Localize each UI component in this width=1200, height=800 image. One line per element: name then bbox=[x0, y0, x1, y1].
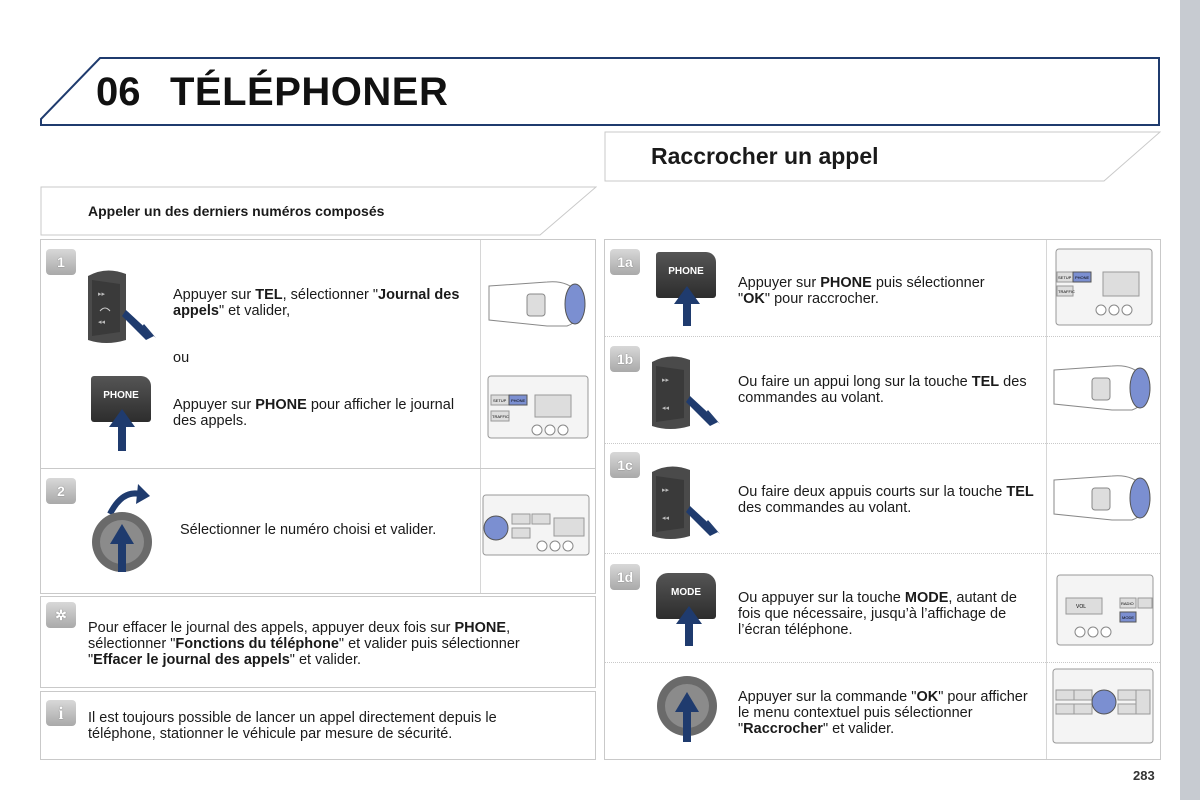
rotary-ok-knob-icon bbox=[92, 484, 162, 576]
step-separator bbox=[605, 553, 1160, 554]
mode-key-icon: MODE bbox=[656, 573, 716, 619]
svg-text:PHONE: PHONE bbox=[1075, 275, 1090, 280]
info-icon: i bbox=[46, 700, 76, 726]
svg-text:▸▸: ▸▸ bbox=[662, 377, 670, 384]
step-1c-instruction: Ou faire deux appuis courts sur la touche TEL des commandes au volant. bbox=[738, 484, 1034, 516]
section-title: Raccrocher un appel bbox=[651, 143, 879, 169]
chapter-title: TÉLÉPHONER bbox=[170, 70, 449, 114]
ok-knob-icon bbox=[655, 674, 719, 744]
svg-text:◂◂: ◂◂ bbox=[662, 515, 670, 522]
svg-text:SETUP: SETUP bbox=[493, 398, 507, 403]
svg-text:MODE: MODE bbox=[1122, 615, 1134, 620]
step-badge: 2 bbox=[46, 478, 76, 504]
panel-divider bbox=[1046, 240, 1047, 759]
page-edge-strip bbox=[1180, 0, 1200, 800]
step2-instruction: Sélectionner le numéro choisi et valider. bbox=[180, 522, 437, 538]
svg-text:TRAFFIC: TRAFFIC bbox=[492, 414, 509, 419]
subsection-title: Appeler un des derniers numéros composés bbox=[88, 203, 385, 219]
radio-mode-illustration bbox=[1056, 574, 1154, 646]
step-separator bbox=[41, 468, 595, 469]
step-badge: 1c bbox=[610, 452, 640, 478]
steering-tel-control-icon bbox=[650, 462, 722, 542]
step-badge: 1d bbox=[610, 564, 640, 590]
page-number: 283 bbox=[1133, 768, 1155, 783]
step-badge: 1a bbox=[610, 249, 640, 275]
radio-phone-illustration bbox=[1055, 248, 1153, 326]
phone-key-icon: PHONE bbox=[656, 252, 716, 298]
step-badge: 1b bbox=[610, 346, 640, 372]
svg-text:◂◂: ◂◂ bbox=[662, 405, 670, 412]
svg-text:PHONE: PHONE bbox=[511, 398, 526, 403]
step-1d-instruction: Ou appuyer sur la touche MODE, autant de fois que nécessaire, jusqu’à l’affichage de l’écran téléphone. bbox=[738, 590, 1017, 638]
svg-text:VOL: VOL bbox=[1076, 604, 1087, 610]
press-arrow-icon bbox=[673, 284, 701, 328]
press-arrow-icon bbox=[108, 407, 136, 453]
steering-stalk-illustration bbox=[1052, 470, 1154, 530]
or-label: ou bbox=[173, 350, 190, 366]
svg-text:◂◂: ◂◂ bbox=[98, 319, 106, 326]
phone-key-icon: PHONE bbox=[91, 376, 151, 422]
info-text: Il est toujours possible de lancer un appel directement depuis le téléphone, stationner le véhicule par mesure de sécurité. bbox=[88, 710, 497, 742]
chapter-number: 06 bbox=[96, 70, 141, 114]
step1-instruction: Appuyer sur TEL, sélectionner "Journal des appels" et valider, bbox=[173, 287, 460, 319]
radio-knob-illustration bbox=[482, 494, 591, 557]
step-badge: 1 bbox=[46, 249, 76, 275]
step-1b-instruction: Ou faire un appui long sur la touche TEL des commandes au volant. bbox=[738, 374, 1027, 406]
steering-stalk-illustration bbox=[487, 276, 589, 336]
svg-text:SETUP: SETUP bbox=[1058, 275, 1072, 280]
tip-text: Pour effacer le journal des appels, appuyer deux fois sur PHONE, sélectionner "Fonctions du téléphone" et valider puis sélectionner "Effacer le journal des appels" et valider. bbox=[88, 620, 520, 668]
steering-tel-control-icon bbox=[86, 266, 158, 346]
steering-tel-control-icon bbox=[650, 352, 722, 432]
steering-stalk-illustration bbox=[1052, 360, 1154, 420]
svg-text:▸▸: ▸▸ bbox=[662, 487, 670, 494]
svg-text:RADIO: RADIO bbox=[1121, 601, 1134, 606]
step1-phone-instruction: Appuyer sur PHONE pour afficher le journal des appels. bbox=[173, 397, 455, 429]
step-separator bbox=[605, 336, 1160, 337]
svg-text:TRAFFIC: TRAFFIC bbox=[1058, 289, 1075, 294]
tip-icon: ✲ bbox=[46, 602, 76, 628]
step-1a-instruction: Appuyer sur PHONE puis sélectionner "OK" pour raccrocher. bbox=[738, 275, 985, 307]
step-1e-instruction: Appuyer sur la commande "OK" pour afficher le menu contextuel puis sélectionner "Raccrocher" et valider. bbox=[738, 689, 1028, 737]
press-arrow-icon bbox=[675, 604, 703, 648]
step-separator bbox=[605, 662, 1160, 663]
step-separator bbox=[605, 443, 1160, 444]
radio-phone-illustration bbox=[487, 375, 589, 440]
radio-ok-illustration bbox=[1052, 668, 1154, 744]
panel-divider bbox=[480, 240, 481, 593]
svg-text:▸▸: ▸▸ bbox=[98, 291, 106, 298]
